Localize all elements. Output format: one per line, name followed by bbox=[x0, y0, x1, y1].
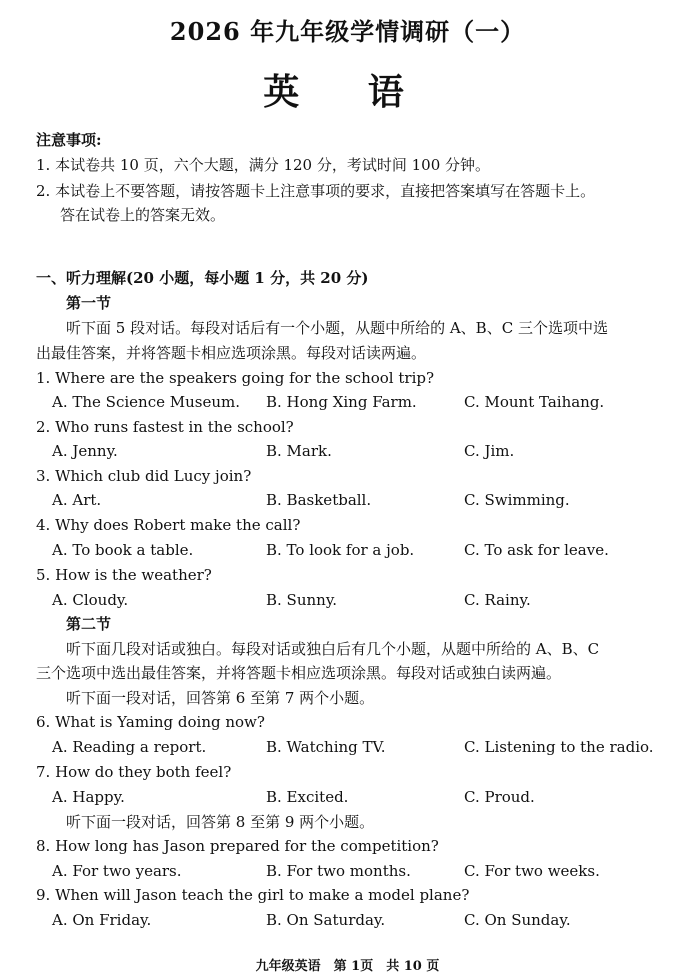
part-2-instructions-cont: 三个选项中选出最佳答案，并将答题卡相应选项涂黑。每段对话或独白读两遍。 bbox=[36, 664, 562, 682]
question-9: 9. When will Jason teach the girl to make a model plane? bbox=[36, 886, 470, 904]
question-2-option-b: B. Mark. bbox=[266, 442, 332, 460]
question-1-option-b: B. Hong Xing Farm. bbox=[266, 393, 417, 411]
question-4-option-b: B. To look for a job. bbox=[266, 541, 415, 559]
question-5-option-c: C. Rainy. bbox=[464, 591, 531, 609]
question-1-option-a: A. The Science Museum. bbox=[52, 393, 240, 411]
question-1: 1. Where are the speakers going for the school trip? bbox=[36, 369, 435, 387]
question-7-option-b: B. Excited. bbox=[266, 788, 349, 806]
question-7: 7. How do they both feel? bbox=[36, 763, 232, 781]
part-1-instructions: 听下面 5 段对话。每段对话后有一个小题，从题中所给的 A、B、C 三个选项中选 bbox=[66, 319, 608, 337]
question-8-option-a: A. For two years. bbox=[52, 862, 182, 880]
exam-title: 2026 年九年级学情调研（一） bbox=[169, 17, 526, 46]
question-4: 4. Why does Robert make the call? bbox=[36, 516, 301, 534]
question-8-option-c: C. For two weeks. bbox=[464, 862, 600, 880]
question-5-option-a: A. Cloudy. bbox=[52, 591, 129, 609]
sub-instruction-8-9: 听下面一段对话，回答第 8 至第 9 两个小题。 bbox=[66, 813, 375, 831]
question-2-option-c: C. Jim. bbox=[464, 442, 515, 460]
page-footer: 九年级英语 第 1页 共 10 页 bbox=[255, 959, 440, 974]
question-9-option-a: A. On Friday. bbox=[52, 911, 152, 929]
question-6-option-b: B. Watching TV. bbox=[266, 738, 386, 756]
question-4-option-c: C. To ask for leave. bbox=[464, 541, 609, 559]
part-2-instructions: 听下面几段对话或独白。每段对话或独白后有几个小题，从题中所给的 A、B、C bbox=[66, 640, 600, 658]
question-7-option-a: A. Happy. bbox=[52, 788, 125, 806]
question-5: 5. How is the weather? bbox=[36, 566, 212, 584]
notice-item-2: 2. 本试卷上不要答题，请按答题卡上注意事项的要求，直接把答案填写在答题卡上。 bbox=[36, 182, 596, 200]
section-1-heading: 一、听力理解(20 小题，每小题 1 分，共 20 分) bbox=[36, 269, 369, 287]
question-2: 2. Who runs fastest in the school? bbox=[36, 418, 294, 436]
question-6-option-c: C. Listening to the radio. bbox=[464, 738, 654, 756]
question-3: 3. Which club did Lucy join? bbox=[36, 467, 252, 485]
notice-heading: 注意事项: bbox=[36, 131, 102, 149]
question-1-option-c: C. Mount Taihang. bbox=[464, 393, 605, 411]
question-8: 8. How long has Jason prepared for the competition? bbox=[36, 837, 439, 855]
question-2-option-a: A. Jenny. bbox=[52, 442, 118, 460]
question-8-option-b: B. For two months. bbox=[266, 862, 411, 880]
question-6-option-a: A. Reading a report. bbox=[52, 738, 207, 756]
question-9-option-b: B. On Saturday. bbox=[266, 911, 386, 929]
part-1-instructions-cont: 出最佳答案，并将答题卡相应选项涂黑。每段对话读两遍。 bbox=[36, 344, 427, 362]
question-3-option-a: A. Art. bbox=[52, 491, 102, 509]
question-3-option-c: C. Swimming. bbox=[464, 491, 570, 509]
question-4-option-a: A. To book a table. bbox=[52, 541, 194, 559]
question-7-option-c: C. Proud. bbox=[464, 788, 535, 806]
question-3-option-b: B. Basketball. bbox=[266, 491, 372, 509]
question-9-option-c: C. On Sunday. bbox=[464, 911, 571, 929]
notice-item-2-cont: 答在试卷上的答案无效。 bbox=[60, 206, 226, 224]
subject-title: 英 语 bbox=[263, 71, 432, 113]
sub-instruction-6-7: 听下面一段对话，回答第 6 至第 7 两个小题。 bbox=[66, 689, 375, 707]
notice-item-1: 1. 本试卷共 10 页，六个大题，满分 120 分，考试时间 100 分钟。 bbox=[36, 156, 491, 174]
part-2-title: 第二节 bbox=[66, 615, 112, 633]
part-1-title: 第一节 bbox=[66, 294, 112, 312]
question-6: 6. What is Yaming doing now? bbox=[36, 713, 265, 731]
question-5-option-b: B. Sunny. bbox=[266, 591, 338, 609]
